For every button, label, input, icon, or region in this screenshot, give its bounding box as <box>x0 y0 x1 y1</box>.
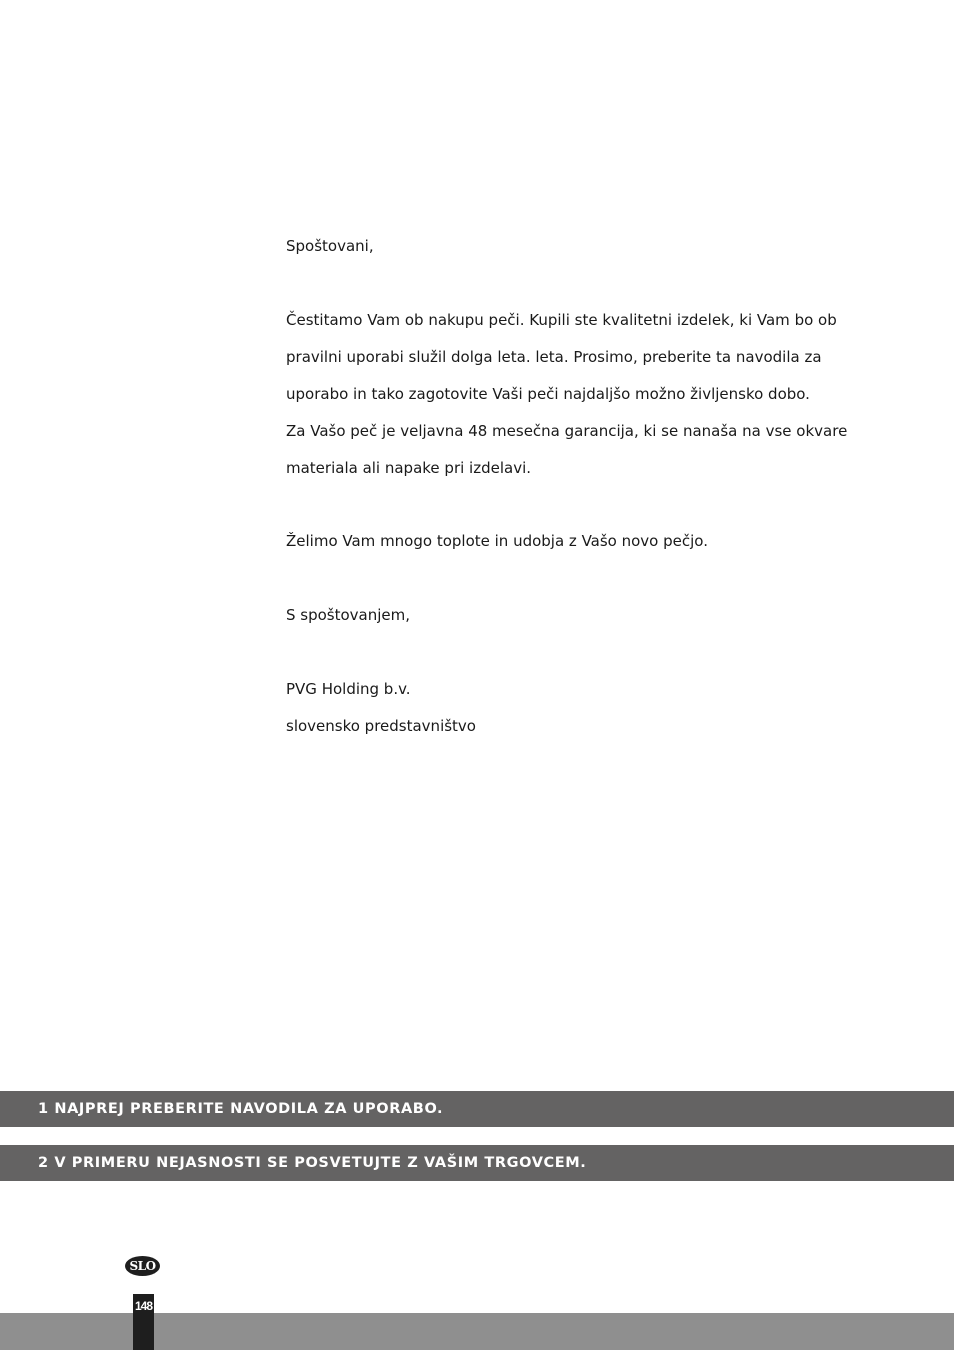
letter-body-line: Čestitamo Vam ob nakupu peči. Kupili ste kvalitetni izdelek, ki Vam bo ob <box>286 311 837 329</box>
letter-body-line: pravilni uporabi služil dolga leta. leta. Prosimo, preberite ta navodila za <box>286 348 822 366</box>
instruction-banner-2: 2 V PRIMERU NEJASNOSTI SE POSVETUJTE Z VAŠIM TRGOVCEM. <box>0 1145 954 1181</box>
instruction-banner-1: 1 NAJPREJ PREBERITE NAVODILA ZA UPORABO. <box>0 1091 954 1127</box>
letter-body-line: uporabo in tako zagotovite Vaši peči najdaljšo možno življensko dobo. <box>286 385 810 403</box>
language-badge: SLO <box>125 1256 160 1276</box>
letter-salutation: Spoštovani, <box>286 237 374 255</box>
letter-closing: S spoštovanjem, <box>286 606 411 624</box>
letter-wish: Želimo Vam mnogo toplote in udobja z Vašo novo pečjo. <box>286 532 708 550</box>
letter-company: PVG Holding b.v. <box>286 680 411 698</box>
page-number: 148 <box>134 1299 153 1313</box>
letter-department: slovensko predstavništvo <box>286 717 476 735</box>
letter-body-line: materiala ali napake pri izdelavi. <box>286 459 532 477</box>
letter-body-line: Za Vašo peč je veljavna 48 mesečna garancija, ki se nanaša na vse okvare <box>286 422 848 440</box>
